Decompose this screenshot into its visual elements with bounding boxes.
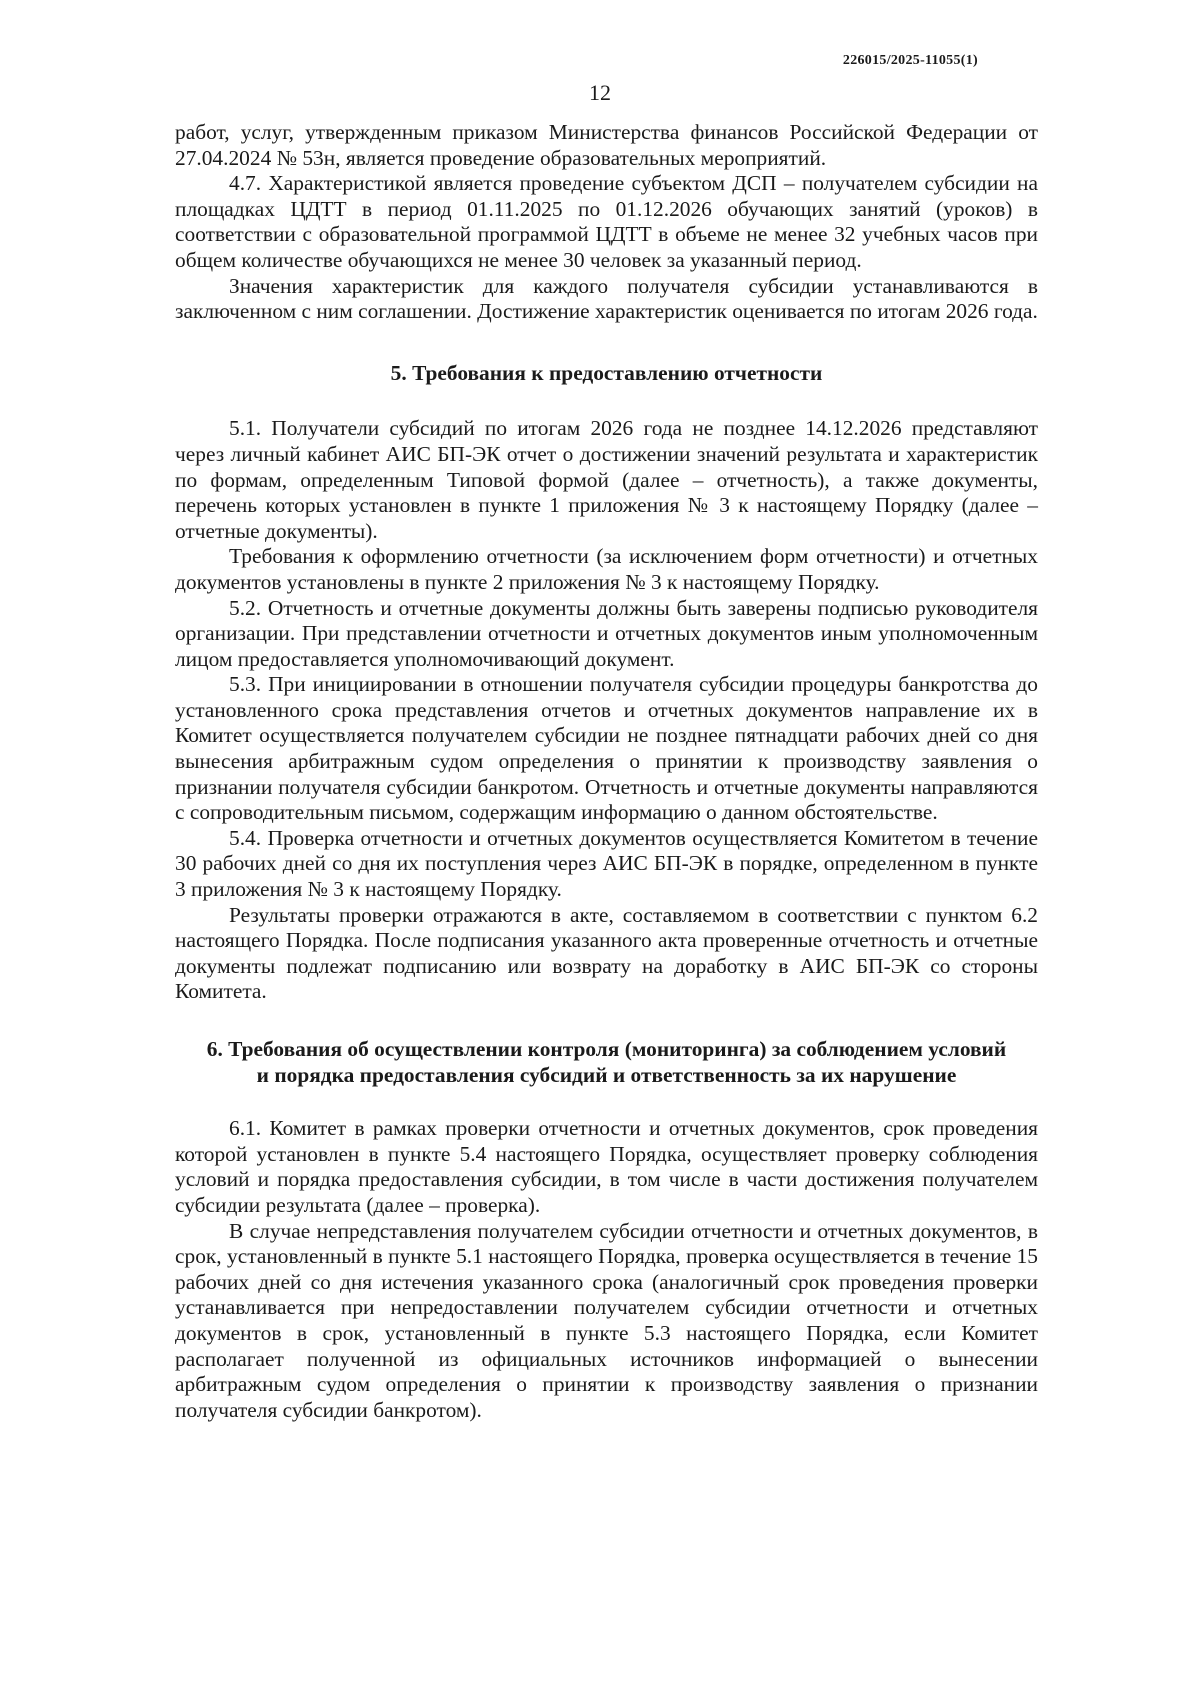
paragraph-6-1-case: В случае непредставления получателем субсидии отчетности и отчетных документов, в срок, установленный в пункте 5.1 настоящего Порядка, проверка осуществляется в течение 15 рабочих дней со дня истечения указанного срока (аналогичный срок проведения проверки устанавливается при непредоставлении получателем субсидии отчетности и отчетных документов в срок, установленный в пункте 5.3 настоящего Порядка, если Комитет располагает полученной из официальных источников информацией о вынесении арбитражным судом определения о принятии к производству заявления о признании получателя субсидии банкротом). <box>175 1218 1038 1422</box>
document-body <box>175 120 1038 1423</box>
paragraph-5-2: 5.2. Отчетность и отчетные документы должны быть заверены подписью руководителя организации. При представлении отчетности и отчетных документов иным уполномоченным лицом предоставляется уполномочивающий документ. <box>175 595 1038 671</box>
paragraph-5-1: 5.1. Получатели субсидий по итогам 2026 года не позднее 14.12.2026 представляют через личный кабинет АИС БП-ЭК отчет о достижении значений результата и характеристик по формам, определенным Типовой формой (далее – отчетность), а также документы, перечень которых установлен в пункте 1 приложения № 3 к настоящему Порядку (далее – отчетные документы). <box>175 416 1038 543</box>
section-6-title-line-2: и порядка предоставления субсидий и ответственность за их нарушение <box>256 1062 957 1087</box>
paragraph-5-4-results: Результаты проверки отражаются в акте, составляемом в соответствии с пунктом 6.2 настоящего Порядка. После подписания указанного акта проверенные отчетность и отчетные документы подлежат подписанию или возврату на доработку в АИС БП-ЭК со стороны Комитета. <box>175 902 1038 1004</box>
section-5-title: 5. Требования к предоставлению отчетности <box>390 360 823 385</box>
paragraph-4-7-values: Значения характеристик для каждого получателя субсидии устанавливаются в заключенном с ним соглашении. Достижение характеристик оценивается по итогам 2026 года. <box>175 273 1038 324</box>
paragraph-5-1-requirements: Требования к оформлению отчетности (за исключением форм отчетности) и отчетных документов установлены в пункте 2 приложения № 3 к настоящему Порядку. <box>175 544 1038 594</box>
section-6-title-line-1: 6. Требования об осуществлении контроля (мониторинга) за соблюдением условий <box>206 1037 1007 1061</box>
page-number: 12 <box>589 80 611 105</box>
paragraph-continuation: работ, услуг, утвержденным приказом Министерства финансов Российской Федерации от 27.04.2024 № 53н, является проведение образовательных мероприятий. <box>175 120 1038 170</box>
paragraph-5-4: 5.4. Проверка отчетности и отчетных документов осуществляется Комитетом в течение 30 рабочих дней со дня их поступления через АИС БП-ЭК в порядке, определенном в пункте 3 приложения № 3 к настоящему Порядку. <box>175 825 1038 902</box>
paragraph-6-1: 6.1. Комитет в рамках проверки отчетности и отчетных документов, срок проведения которой установлен в пункте 5.4 настоящего Порядка, осуществляет проверку соблюдения условий и порядка предоставления субсидии, в том числе в части достижения получателем субсидии результата (далее – проверка). <box>175 1116 1038 1217</box>
paragraph-4-7: 4.7. Характеристикой является проведение субъектом ДСП – получателем субсидии на площадках ЦДТТ в период 01.11.2025 по 01.12.2026 обучающих занятий (уроков) в соответствии с образовательной программой ЦДТТ в объеме не менее 32 учебных часов при общем количестве обучающихся не менее 30 человек за указанный период. <box>175 171 1038 272</box>
paragraph-5-3: 5.3. При инициировании в отношении получателя субсидии процедуры банкротства до установленного срока представления отчетов и отчетных документов направление их в Комитет осуществляется получателем субсидии не позднее пятнадцати рабочих дней со дня вынесения арбитражным судом определения о принятии к производству заявления о признании получателя субсидии банкротом. Отчетность и отчетные документы направляются с сопроводительным письмом, содержащим информацию о данном обстоятельстве. <box>175 672 1038 825</box>
document-id: 226015/2025-11055(1) <box>842 53 978 68</box>
